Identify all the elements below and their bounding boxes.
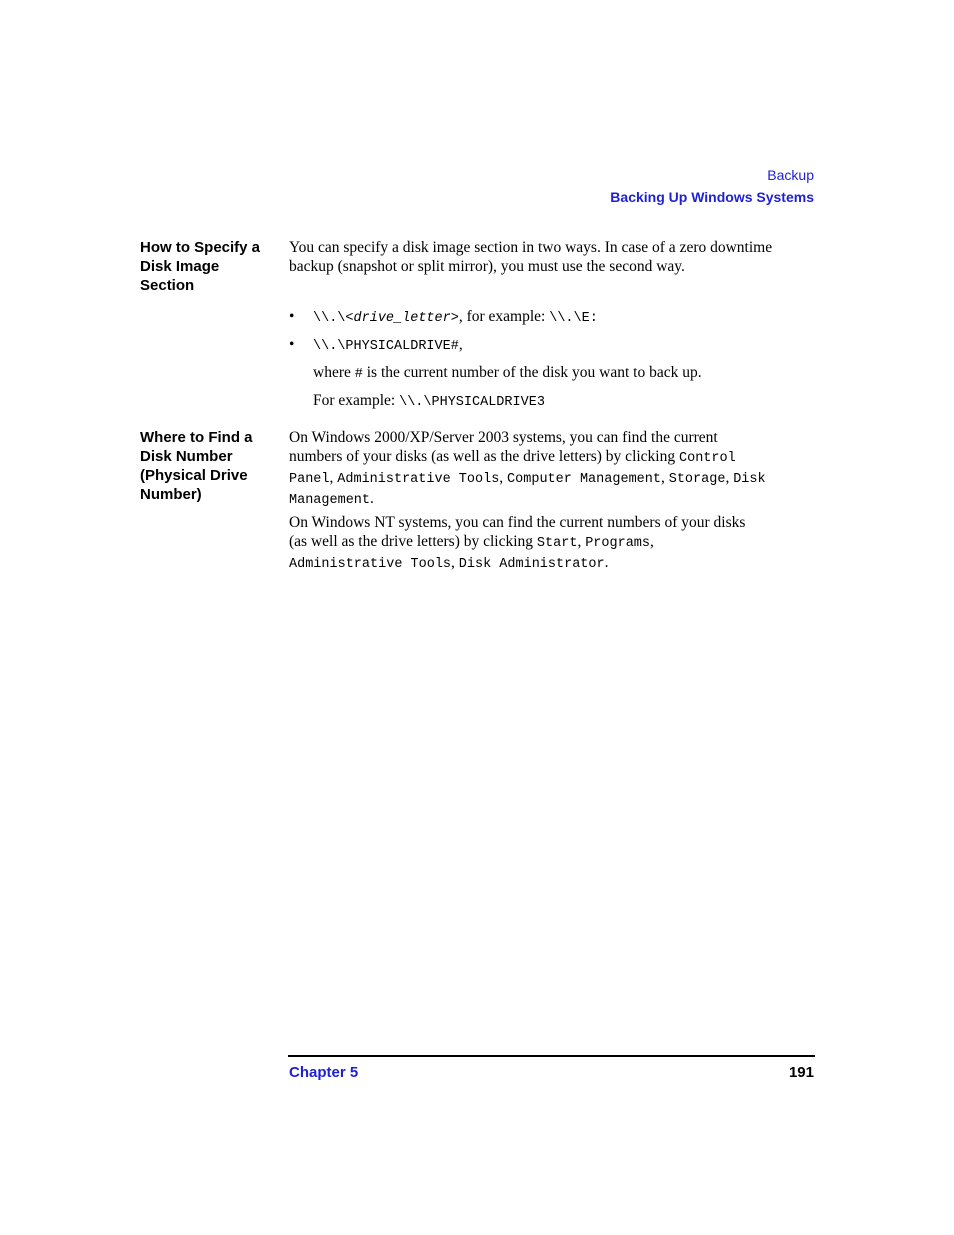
separator: , bbox=[725, 469, 734, 486]
where-post: is the current number of the disk you want to back up. bbox=[362, 364, 702, 381]
heading-line: How to Specify a bbox=[140, 239, 261, 256]
separator: , bbox=[577, 533, 586, 550]
code-prefix: \\.\< bbox=[313, 311, 354, 326]
paragraph-windows-2000 bbox=[289, 428, 817, 510]
code-disk: Disk bbox=[733, 472, 766, 487]
footer-page-number: 191 bbox=[788, 1064, 814, 1081]
code-start: Start bbox=[536, 536, 578, 551]
period: . bbox=[370, 490, 374, 507]
bullet-dot: • bbox=[289, 336, 295, 353]
running-header bbox=[610, 166, 814, 206]
heading-line: Disk Number bbox=[140, 448, 233, 465]
bullet-text bbox=[313, 307, 598, 328]
footer-rule bbox=[288, 1055, 815, 1057]
code-administrative-tools: Administrative Tools bbox=[337, 472, 500, 487]
side-heading-specify-disk-image bbox=[140, 238, 278, 295]
bullet-text bbox=[313, 335, 463, 356]
heading-line: Section bbox=[140, 277, 195, 294]
example-pre: For example: bbox=[313, 392, 400, 409]
code-control: Control bbox=[679, 451, 736, 466]
separator: , bbox=[650, 533, 654, 550]
code-physicaldrive: \\.\PHYSICALDRIVE# bbox=[313, 339, 459, 354]
para-line bbox=[289, 532, 817, 553]
code-management: Management bbox=[289, 493, 371, 508]
para-line: On Windows 2000/XP/Server 2003 systems, you can find the current bbox=[289, 429, 718, 446]
paragraph-windows-nt bbox=[289, 513, 817, 574]
heading-line: Disk Image bbox=[140, 258, 220, 275]
intro-paragraph bbox=[289, 238, 817, 276]
intro-text: You can specify a disk image section in two ways. In case of a zero downtime backup (snapshot or split mirror), you must use the second way. bbox=[289, 239, 773, 275]
para-text: (as well as the drive letters) by clicking bbox=[289, 533, 537, 550]
code-computer-management: Computer Management bbox=[507, 472, 661, 487]
para-line bbox=[289, 553, 817, 574]
para-line bbox=[289, 447, 817, 468]
para-line bbox=[289, 468, 817, 489]
code-programs: Programs bbox=[585, 536, 650, 551]
code-panel: Panel bbox=[289, 472, 330, 487]
heading-line: Where to Find a bbox=[140, 429, 253, 446]
heading-line: (Physical Drive bbox=[140, 467, 248, 484]
separator: , bbox=[660, 469, 669, 486]
separator: , bbox=[451, 554, 459, 571]
heading-line: Number) bbox=[140, 486, 202, 503]
example-line bbox=[313, 391, 813, 412]
where-pre: where bbox=[313, 364, 355, 381]
code-placeholder: drive_letter bbox=[353, 311, 451, 326]
footer-chapter-link[interactable]: Chapter 5 bbox=[289, 1064, 359, 1081]
para-line bbox=[289, 489, 817, 510]
para-text: numbers of your disks (as well as the drive letters) by clicking bbox=[289, 448, 679, 465]
where-code: # bbox=[354, 367, 363, 382]
separator: , bbox=[329, 469, 338, 486]
para-line: On Windows NT systems, you can find the current numbers of your disks bbox=[289, 514, 746, 531]
header-section: Backup bbox=[767, 167, 814, 183]
example-code: \\.\PHYSICALDRIVE3 bbox=[399, 395, 545, 410]
side-heading-find-disk-number bbox=[140, 428, 278, 504]
bullet-dot: • bbox=[289, 308, 295, 325]
code-disk-administrator: Disk Administrator bbox=[458, 557, 605, 572]
separator: , bbox=[499, 469, 508, 486]
bullet-mid-text: , for example: bbox=[458, 308, 550, 325]
code-suffix: > bbox=[450, 311, 459, 326]
period: . bbox=[604, 554, 609, 571]
bullet-tail: , bbox=[458, 336, 463, 353]
where-line bbox=[313, 363, 813, 384]
code-storage: Storage bbox=[668, 472, 726, 487]
header-subsection: Backing Up Windows Systems bbox=[610, 189, 814, 205]
code-example: \\.\E: bbox=[549, 311, 598, 326]
code-administrative-tools: Administrative Tools bbox=[289, 557, 452, 572]
